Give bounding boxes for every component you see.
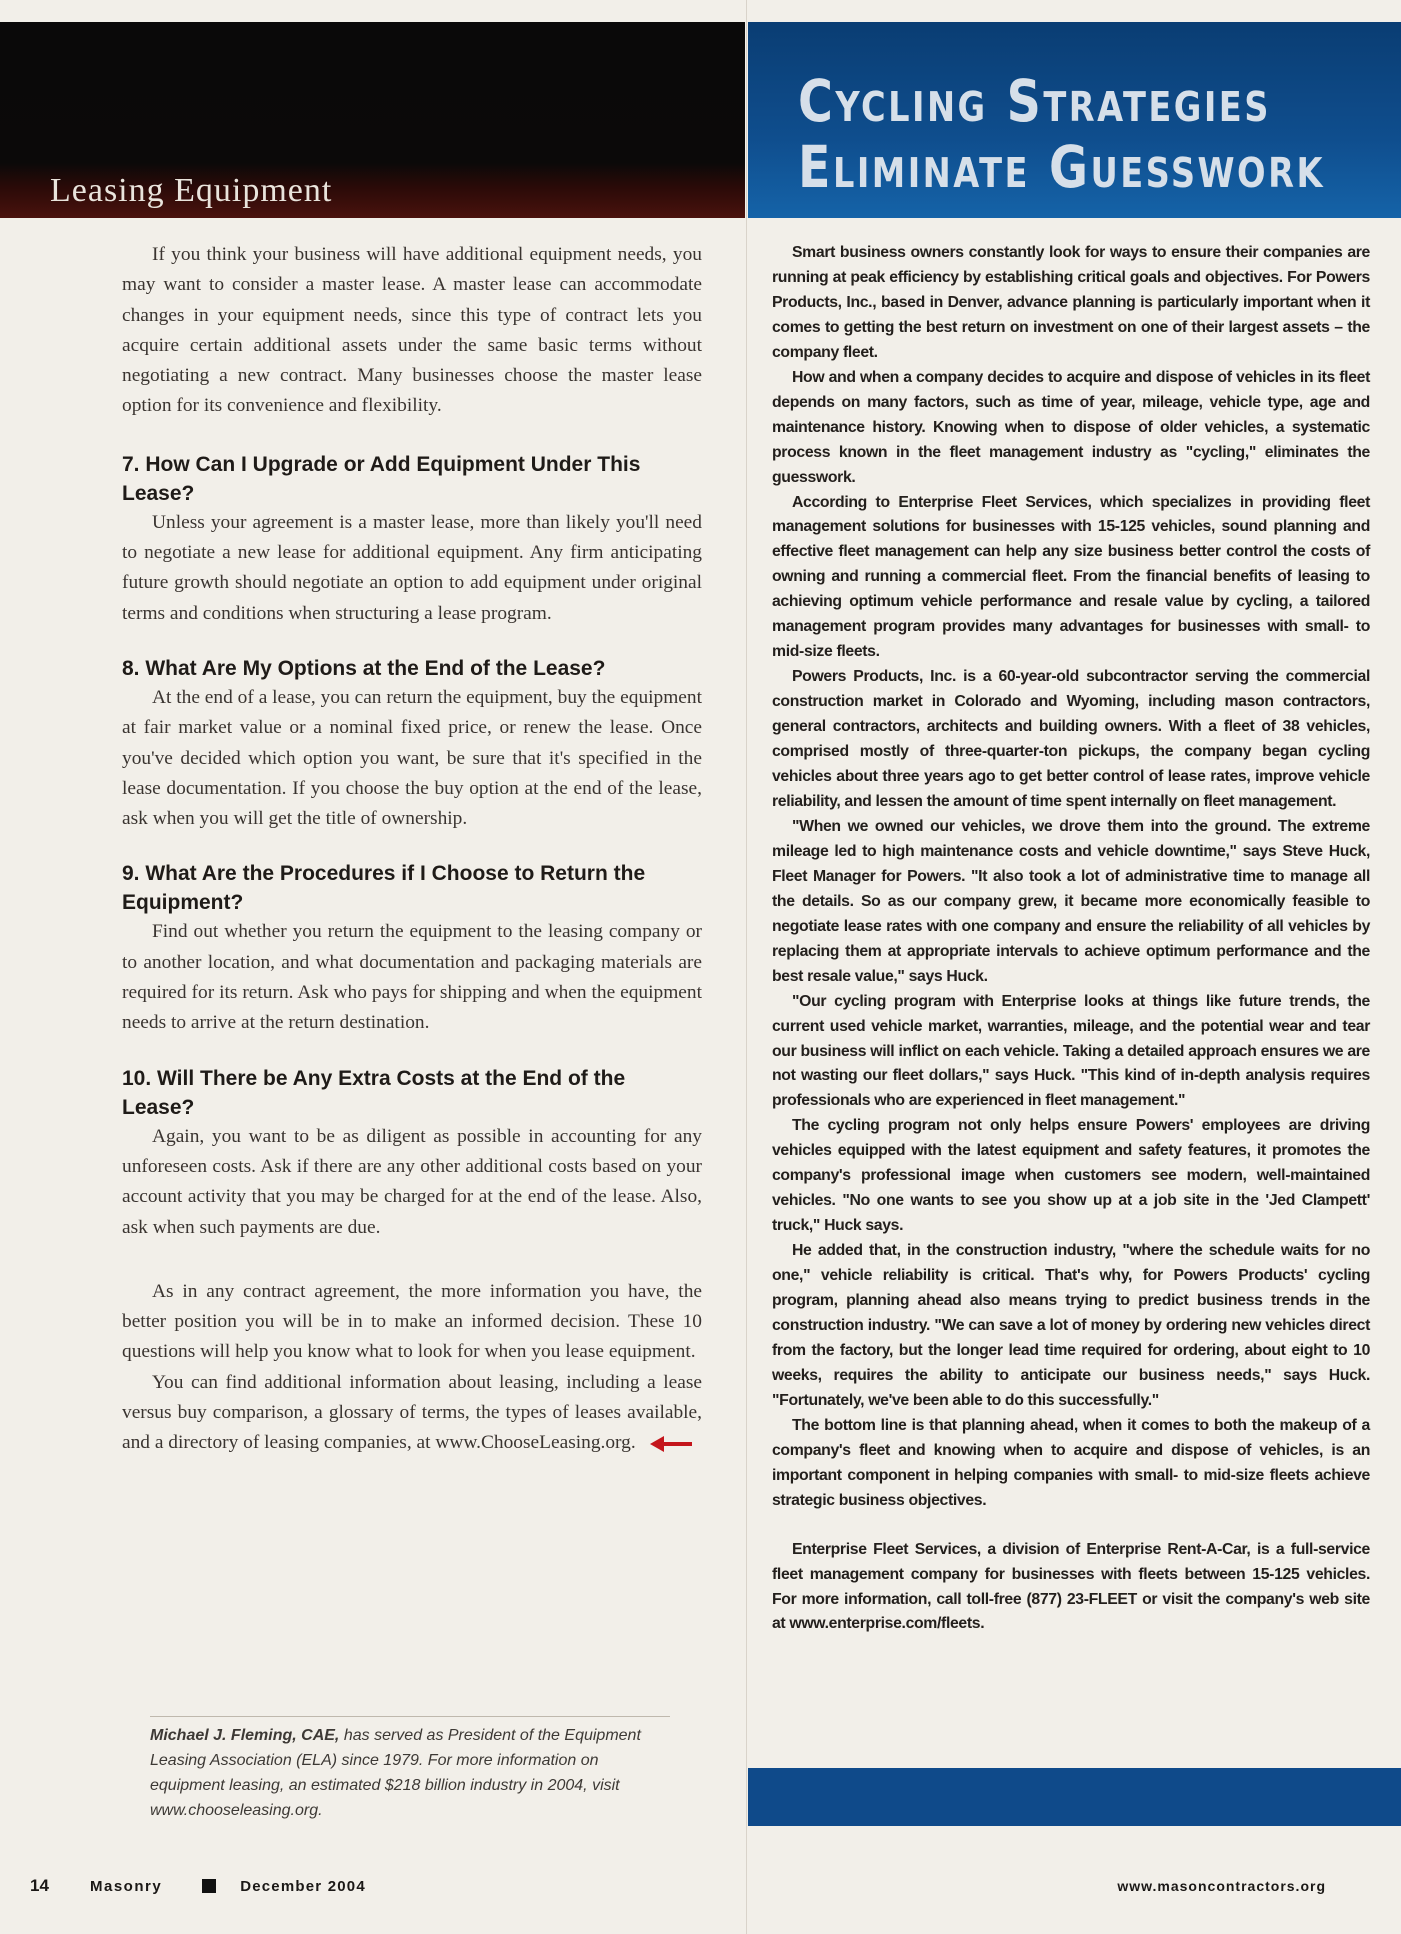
arrow-icon [650, 1439, 696, 1449]
question-9-body: Find out whether you return the equipment to the leasing company or to another location, and what documentation and packaging materials are required for its return. Ask who pays for shipping and when the equipment needs to arrive at the return destination. [122, 921, 702, 1034]
right-footer-band [748, 1768, 1401, 1826]
question-9-heading: 9. What Are the Procedures if I Choose to Return the Equipment? [122, 862, 646, 915]
sidebar-paragraph: Powers Products, Inc. is a 60-year-old subcontractor serving the commercial construction market in Colorado and Wyoming, including mason contractors, general contractors, architects and building owners. With a fleet of 38 vehicles, comprised mostly of three-quarter-ton pickups, the company began cycling vehicles about three years ago to get better control of lease rates, improve vehicle reliability, and lessen the amount of time spent internally on fleet management. [772, 668, 1370, 810]
sidebar-paragraph: "When we owned our vehicles, we drove them into the ground. The extreme mileage led to high maintenance costs and vehicle downtime," says Steve Huck, Fleet Manager for Powers. "It also took a lot of administrative time to manage all the details. So as our company grew, it became more economically feasible to negotiate lease rates with one company and ensure the reliability of all vehicles by replacing them at appropriate intervals to achieve optimum performance and the best resale value," says Huck. [772, 817, 1370, 985]
left-header-band [0, 22, 745, 218]
footer-left [30, 1872, 730, 1900]
sidebar-paragraph: Smart business owners constantly look for ways to ensure their companies are running at peak efficiency by establishing critical goals and objectives. For Powers Products, Inc., based in Denver, advance planning is particularly important when it comes to getting the best return on investment on one of their largest assets – the company fleet. [772, 244, 1370, 361]
author-bio [150, 1716, 670, 1823]
section-title: Leasing Equipment [50, 172, 333, 209]
question-7-heading: 7. How Can I Upgrade or Add Equipment Under This Lease? [122, 452, 641, 505]
conclusion-paragraph-1: As in any contract agreement, the more information you have, the better position you will be in to make an informed decision. These 10 questions will help you know what to look for when you lease equipment. [122, 1280, 702, 1363]
issue-date: December 2004 [240, 1877, 366, 1895]
sidebar-paragraph: He added that, in the construction industry, "where the schedule waits for no one," vehicle reliability is critical. That's why, for Powers Products' cycling program, planning ahead also means trying to predict business trends in the construction industry. "We can save a lot of money by ordering new vehicles direct from the factory, but the longer lead time required for ordering, about eight to 10 weeks, requires the ability to anticipate our business needs," says Huck. "Fortunately, we've been able to do this successfully." [772, 1242, 1370, 1409]
page-fold-divider [746, 0, 747, 1934]
conclusion-text: You can find additional information about leasing, including a lease versus buy comparison, a glossary of terms, the types of leases available, and a directory of leasing companies, at www.ChooseLeasing.org. [122, 1371, 702, 1454]
question-10-heading: 10. Will There be Any Extra Costs at the End of the Lease? [122, 1066, 626, 1119]
question-8-body: At the end of a lease, you can return the equipment, buy the equipment at fair market value or a nominal fixed price, or renew the lease. Once you've decided which option you want, be sure that it's specified in the lease documentation. If you choose the buy option at the end of the lease, ask when you will get the title of ownership. [122, 686, 702, 830]
sidebar-title-line-2: Eliminate Guesswork [798, 133, 1325, 201]
footer-website: www.masoncontractors.org [1117, 1878, 1326, 1894]
sidebar-tagline: Enterprise Fleet Services, a division of Enterprise Rent-A-Car, is a full-service fleet management company for businesses with fleets between 15-125 vehicles. For more information, call toll-free (877) 23-FLEET or visit the company's web site at www.enterprise.com/fleets. [772, 1540, 1370, 1633]
sidebar-title [798, 67, 1325, 201]
author-name: Michael J. Fleming, CAE, [150, 1727, 340, 1744]
sidebar-paragraph: According to Enterprise Fleet Services, which specializes in providing fleet management solutions for businesses with 15-125 vehicles, sound planning and effective fleet management can help any size business better control the costs of owning and running a commercial fleet. From the financial benefits of leasing to achieving optimum vehicle performance and resale value by cycling, a tailored management program provides many advantages for businesses with small- to mid-size fleets. [772, 493, 1370, 661]
square-icon [202, 1879, 216, 1893]
author-bio-text: has served as President of the Equipment Leasing Association (ELA) since 1979. For more information on equipment leasing, an estimated $218 billion industry in 2004, visit www.chooseleasing.org. [150, 1727, 641, 1819]
intro-paragraph: If you think your business will have additional equipment needs, you may want to consider a master lease. A master lease can accommodate changes in your equipment needs, since this type of contract lets you acquire certain additional assets under the same basic terms without negotiating a new contract. Many businesses choose the master lease option for its convenience and flexibility. [122, 244, 702, 417]
sidebar-paragraph: The bottom line is that planning ahead, when it comes to both the makeup of a company's fleet and knowing when to acquire and dispose of vehicles, is an important component in helping companies with small- to mid-size fleets achieve strategic business objectives. [772, 1416, 1370, 1509]
sidebar-paragraph: The cycling program not only helps ensure Powers' employees are driving vehicles equipped with the latest equipment and safety features, it promotes the company's professional image when customers see modern, well-maintained vehicles. "No one wants to see you show up at a job site in the 'Jed Clampett' truck," Huck says. [772, 1117, 1370, 1235]
question-10-body: Again, you want to be as diligent as possible in accounting for any unforeseen costs. Ask if there are any other additional costs based on your account activity that you may be charged for at the end of the lease. Also, ask when such payments are due. [122, 1125, 702, 1238]
sidebar-title-line-1: Cycling Strategies [798, 67, 1271, 135]
left-article-body [122, 240, 702, 1459]
page-number: 14 [30, 1876, 49, 1895]
conclusion-paragraph-2 [122, 1368, 702, 1459]
question-7-body: Unless your agreement is a master lease, more than likely you'll need to negotiate a new lease for additional equipment. Any firm anticipating future growth should negotiate an option to add equipment under original terms and conditions when structuring a lease program. [122, 511, 702, 624]
sidebar-paragraph: "Our cycling program with Enterprise looks at things like future trends, the current used vehicle market, warranties, mileage, and the potential wear and tear our business will inflict on each vehicle. Taking a detailed approach ensures we are not wasting our fleet dollars," says Huck. "This kind of in-depth analysis requires professionals who are experienced in fleet management." [772, 992, 1370, 1110]
magazine-name: Masonry [90, 1877, 163, 1895]
sidebar-paragraph: How and when a company decides to acquire and dispose of vehicles in its fleet depends on many factors, such as time of year, mileage, vehicle type, age and maintenance history. Knowing when to dispose of older vehicles, a systematic process known in the fleet management industry as "cycling," eliminates the guesswork. [772, 368, 1370, 486]
question-8-heading: 8. What Are My Options at the End of the Lease? [122, 656, 606, 680]
right-header-band [748, 22, 1401, 218]
sidebar-article-body [772, 241, 1370, 1637]
